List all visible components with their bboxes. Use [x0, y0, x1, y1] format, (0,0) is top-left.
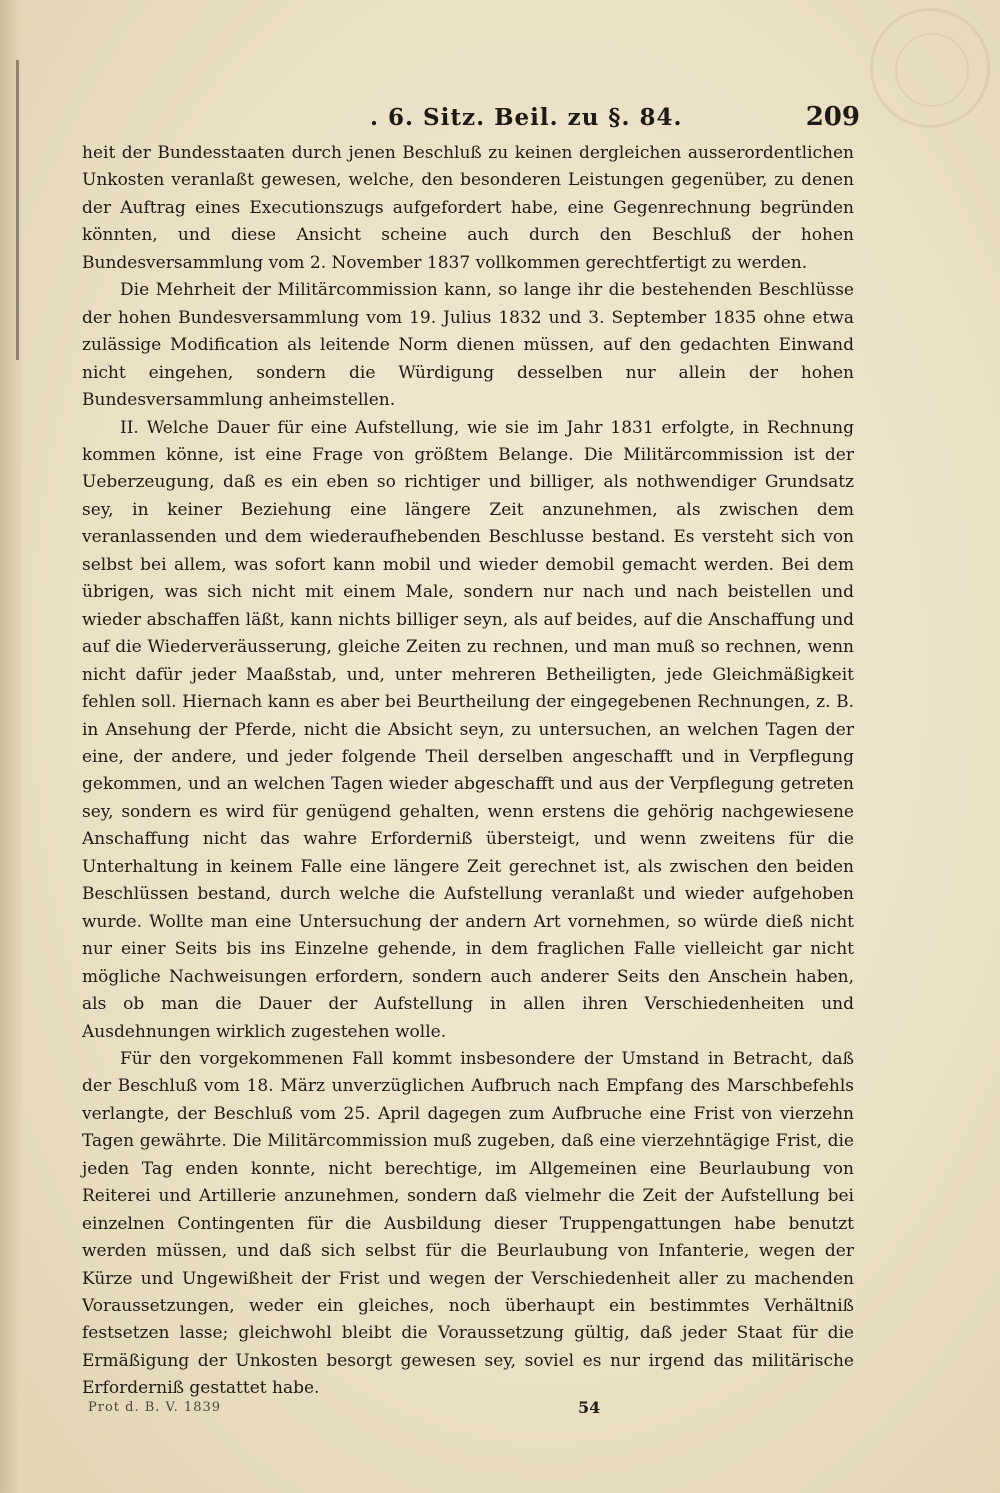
paragraph-1: heit der Bundesstaaten durch jenen Beschluß zu keinen dergleichen ausserordentlichen Unkosten veranlaßt gewesen, welche, den besonderen Leistungen gegenüber, zu denen der Auftrag eines Executionszugs aufgefordert habe, eine Gegenrechnung begründen könnten, und diese Ansicht scheine auch durch den Beschluß der hohen Bundesversammlung vom 2. November 1837 vollkommen gerechtfertigt zu werden.: [82, 143, 854, 273]
signature-mark: 54: [578, 1398, 601, 1417]
body-text: [82, 140, 854, 1403]
page-header: [80, 98, 860, 138]
paragraph-4: Für den vorgekommenen Fall kommt insbesondere der Umstand in Betracht, daß der Beschluß vom 18. März unverzüglichen Aufbruch nach Empfang des Marschbefehls verlangte, der Beschluß vom 25. April dagegen zum Aufbruche eine Frist von vierzehn Tagen gewährte. Die Militärcommission muß zugeben, daß eine vierzehntägige Frist, die jeden Tag enden konnte, nicht berechtige, im Allgemeinen eine Beurlaubung von Reiterei und Artillerie anzunehmen, sondern daß vielmehr die Zeit der Aufstellung bei einzelnen Contingenten für die Ausbildung dieser Truppengattungen habe benutzt werden müssen, und daß sich selbst für die Beurlaubung von Infanterie, wegen der Kürze und Ungewißheit der Frist und wegen der Verschiedenheit aller zu machenden Voraussetzungen, weder ein gleiches, noch überhaupt ein bestimmtes Verhältniß festsetzen lasse; gleichwohl bleibt die Voraussetzung gültig, daß jeder Staat für die Ermäßigung der Unkosten besorgt gewesen sey, soviel es nur irgend das militärische Erforderniß gestattet habe.: [82, 1048, 854, 1399]
printer-signature: Prot d. B. V. 1839: [88, 1400, 222, 1415]
page-footer: [88, 1394, 848, 1424]
page-number: 209: [805, 102, 860, 132]
edge-mark: [16, 60, 19, 360]
library-stamp-inner: [895, 33, 969, 107]
paragraph-2: Die Mehrheit der Militärcommission kann, so lange ihr die bestehenden Beschlüsse der hohen Bundesversammlung vom 19. Julius 1832 und 3. September 1835 ohne etwa zulässige Modification als leitende Norm dienen müssen, auf den gedachten Einwand nicht eingehen, sondern die Würdigung desselben nur allein der hohen Bundesversammlung anheimstellen.: [82, 280, 854, 411]
paragraph-3: II. Welche Dauer für eine Aufstellung, wie sie im Jahr 1831 erfolgte, in Rechnung kommen könne, ist eine Frage von größtem Belange. Die Militärcommission ist der Ueberzeugung, daß es ein eben so richtiger und billiger, als nothwendiger Grundsatz sey, in keiner Beziehung eine längere Zeit anzunehmen, als zwischen dem veranlassenden und dem wiederaufhebenden Beschlusse bestand. Es versteht sich von selbst bei allem, was sofort kann mobil und wieder demobil gemacht werden. Bei dem übrigen, was sich nicht mit einem Male, sondern nur nach und nach beistellen und wieder abschaffen läßt, kann nichts billiger seyn, als auf beides, auf die Anschaffung und auf die Wiederveräusserung, gleiche Zeiten zu rechnen, und man muß so rechnen, wenn nicht dafür jeder Maaßstab, und, unter mehreren Betheiligten, jede Gleichmäßigkeit fehlen soll. Hiernach kann es aber bei Beurtheilung der eingegebenen Rechnungen, z. B. in Ansehung der Pferde, nicht die Absicht seyn, zu untersuchen, an welchen Tagen der eine, der andere, und jeder folgende Theil derselben angeschafft und in Verpflegung gekommen, und an welchen Tagen wieder abgeschafft und aus der Verpflegung getreten sey, sondern es wird für genügend gehalten, wenn erstens die gehörig nachgewiesene Anschaffung nicht das wahre Erforderniß übersteigt, und wenn zweitens für die Unterhaltung in keinem Falle eine längere Zeit gerechnet ist, als zwischen den beiden Beschlüssen bestand, durch welche die Aufstellung veranlaßt und wieder aufgehoben wurde. Wollte man eine Untersuchung der andern Art vornehmen, so würde dieß nicht nur einer Seits bis ins Einzelne gehende, in dem fraglichen Falle vielleicht gar nicht mögliche Nachweisungen erfordern, sondern auch anderer Seits den Anschein haben, als ob man die Dauer der Aufstellung in allen ihren Verschiedenheiten und Ausdehnungen wirklich zugestehen wolle.: [82, 417, 854, 1042]
library-stamp: [870, 8, 990, 128]
running-head: . 6. Sitz. Beil. zu §. 84.: [370, 104, 683, 131]
